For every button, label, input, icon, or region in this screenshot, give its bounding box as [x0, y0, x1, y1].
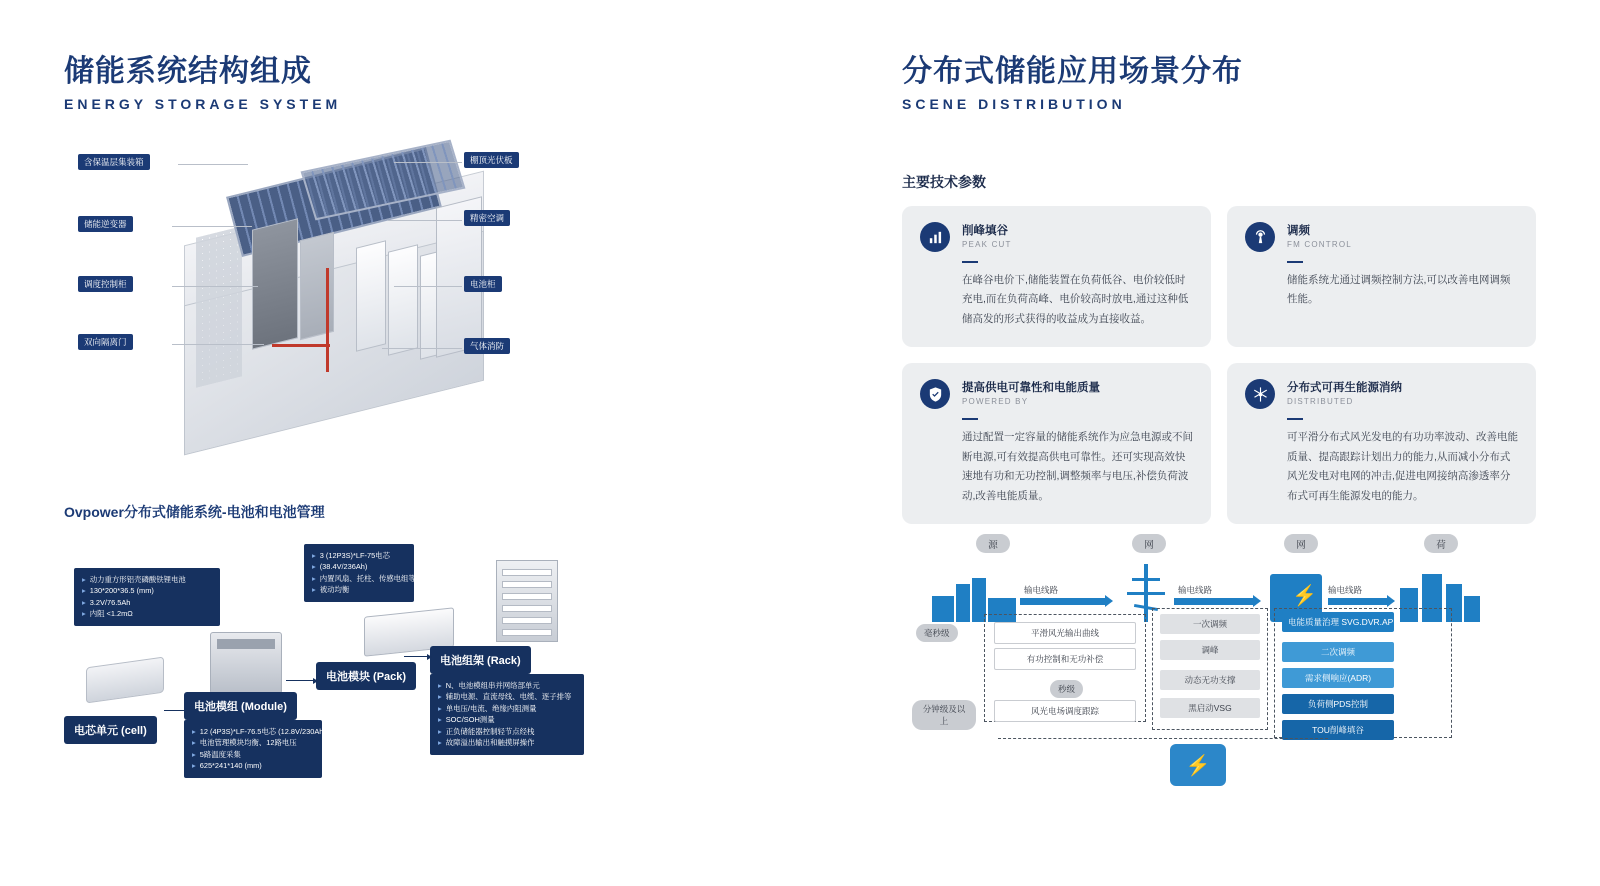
card-peak-cut[interactable]	[902, 206, 1211, 347]
right-title-zh: 分布式储能应用场景分布	[902, 55, 1243, 88]
pack-label: 电池模块 (Pack)	[316, 662, 416, 690]
scene-flow-diagram	[902, 512, 1536, 832]
params-card-grid	[902, 206, 1536, 524]
params-title: 主要技术参数	[902, 174, 986, 190]
card-fm-control[interactable]	[1227, 206, 1536, 347]
node-label-load: 荷	[1424, 534, 1458, 553]
divider	[1287, 261, 1303, 263]
flow-item-dispatch-tracking[interactable]: 风光电场调度跟踪	[994, 700, 1136, 722]
leader-line	[388, 220, 462, 221]
chain-arrow	[404, 656, 428, 657]
leader-line	[394, 162, 462, 163]
leader-line	[382, 348, 462, 349]
divider	[962, 261, 978, 263]
module-spec-box: ▸ 12 (4P3S)*LF-76.5电芯 (12.8V/230Ah) ▸ 电池管理模块均衡、12路电压 ▸ 5路温度采集 ▸ 625*241*140 (mm)	[184, 720, 322, 778]
shield-check-icon	[920, 379, 950, 409]
card-power-reliability[interactable]	[902, 363, 1211, 524]
chain-arrow	[286, 680, 314, 681]
cell-label: 电芯单元 (cell)	[64, 716, 157, 744]
callout-battery-cabinet: 电池柜	[464, 276, 502, 292]
node-label-grid-2: 网	[1284, 534, 1318, 553]
leader-line	[172, 226, 252, 227]
antenna-icon	[1245, 222, 1275, 252]
battery-chain-diagram	[64, 534, 764, 804]
rack-slot	[502, 569, 552, 576]
rack-slot	[502, 593, 552, 600]
node-label-source: 源	[976, 534, 1010, 553]
timescale-ms: 毫秒级	[916, 624, 958, 642]
card-body: 储能系统尤通过调频控制方法,可以改善电网调频性能。	[1287, 274, 1511, 306]
rack-label: 电池组架 (Rack)	[430, 646, 531, 674]
card-title-en: DISTRIBUTED	[1287, 397, 1354, 407]
flow-item-pds-control[interactable]: 负荷侧PDS控制	[1282, 694, 1394, 714]
rack-spec-box: ▸ N、电池模组串并网络部单元 ▸ 辅助电源、直流母线、电缆、逐子排等 ▸ 单电压/电流、绝缘内阻测量 ▸ SOC/SOH测量 ▸ 正负储能器控制轻节点经栈 ▸ 故障溢出输出和触摸屏操作	[430, 674, 584, 755]
rack-slot	[502, 617, 552, 624]
card-title-en: POWERED BY	[962, 397, 1029, 407]
leader-line	[172, 286, 258, 287]
card-distributed-renewable[interactable]	[1227, 363, 1536, 524]
flow-item-primary-fm[interactable]: 一次调频	[1160, 614, 1260, 634]
flow-arrow-1	[1020, 598, 1106, 605]
callout-inverter: 储能逆变器	[78, 216, 133, 232]
rack-slot	[502, 581, 552, 588]
snowflake-icon	[1245, 379, 1275, 409]
timescale-min: 分钟级及以上	[912, 700, 976, 730]
flow-item-smooth-output[interactable]: 平滑风光输出曲线	[994, 622, 1136, 644]
link-label-3: 输电线路	[1328, 585, 1363, 595]
node-label-grid-1: 网	[1132, 534, 1166, 553]
storage-bus-line	[998, 738, 1328, 739]
leader-line	[394, 286, 462, 287]
rack-slot	[502, 629, 552, 636]
link-label-1: 输电线路	[1024, 585, 1059, 595]
callout-gas-fire-suppression: 气体消防	[464, 338, 510, 354]
link-label-2: 输电线路	[1178, 585, 1213, 595]
card-header	[920, 222, 1193, 252]
rack-slot	[502, 605, 552, 612]
bar-chart-icon	[920, 222, 950, 252]
card-header	[1245, 379, 1518, 409]
pack-spec-box: ▸ 3 (12P3S)*LF-75电芯 ▸ (38.4V/236Ah) ▸ 内置风扇、托柱、传感电组等 ▸ 被动均衡	[304, 544, 414, 602]
flow-item-secondary-fm[interactable]: 二次调频	[1282, 642, 1394, 662]
flow-arrow-2	[1174, 598, 1254, 605]
battery-cabinet-1	[356, 240, 386, 351]
inverter-cabinet	[252, 218, 298, 349]
divider	[962, 418, 978, 420]
module-label: 电池模组 (Module)	[184, 692, 297, 720]
card-title-zh: 分布式可再生能源消纳	[1287, 382, 1402, 395]
module-image	[210, 632, 282, 694]
card-body: 可平滑分布式风光发电的有功功率波动、改善电能质量、提高跟踪计划出力的能力,从而减小分布式风光发电对电网的冲击,促进电网接纳高渗透率分布式可再生能源发电的能力。	[1287, 431, 1518, 502]
callout-control-cabinet: 调度控制柜	[78, 276, 133, 292]
energy-storage-illustration	[64, 148, 764, 458]
cell-image	[86, 657, 164, 704]
left-title-zh: 储能系统结构组成	[64, 55, 312, 88]
flow-item-tou: TOU削峰填谷	[1282, 720, 1394, 740]
callout-isolation-door: 双向隔离门	[78, 334, 133, 350]
battery-cabinet-2	[388, 244, 418, 355]
chain-title: Ovpower分布式储能系统-电池和电池管理	[64, 504, 325, 520]
callout-precision-ac: 精密空调	[464, 210, 510, 226]
card-title-en: FM CONTROL	[1287, 240, 1352, 249]
divider	[1287, 418, 1303, 420]
flow-item-peak-shaving[interactable]: 调峰	[1160, 640, 1260, 660]
battery-storage-icon	[1170, 744, 1226, 786]
substation-icon: ⚡	[1270, 568, 1322, 622]
right-section	[902, 46, 1536, 524]
flow-item-active-reactive[interactable]: 有功控制和无功补偿	[994, 648, 1136, 670]
container-mesh-panel	[196, 226, 242, 387]
card-title-en: PEAK CUT	[962, 240, 1012, 249]
card-header	[920, 379, 1193, 409]
cell-spec-box: ▸ 动力重方形铝壳磷酸铁锂电池 ▸ 130*200*36.5 (mm) ▸ 3.2V/76.5Ah ▸ 内阻 <1.2mΩ	[74, 568, 220, 626]
flow-item-demand-response[interactable]: 需求侧响应(ADR)	[1282, 668, 1394, 688]
left-section	[64, 46, 764, 458]
chain-arrow	[164, 710, 186, 711]
fire-pipe-vertical	[326, 268, 329, 372]
fire-pipe-horizontal	[272, 344, 330, 347]
flow-arrow-3	[1328, 598, 1388, 605]
callout-solar-panel: 棚顶光伏板	[464, 152, 519, 168]
card-title-zh: 提高供电可靠性和电能质量	[962, 382, 1100, 395]
card-body: 在峰谷电价下,储能装置在负荷低谷、电价较低时充电,而在负荷高峰、电价较高时放电,通过这种低储高发的形式获得的收益成为直接收益。	[962, 274, 1189, 325]
timescale-s: 秒级	[1050, 680, 1083, 698]
card-title-zh: 削峰填谷	[962, 225, 1008, 237]
rack-image	[496, 560, 558, 642]
card-header	[1245, 222, 1518, 252]
flow-item-power-quality[interactable]: 电能质量治理 SVG.DVR.APF	[1282, 612, 1394, 632]
left-title-en: ENERGY STORAGE SYSTEM	[64, 96, 342, 112]
leader-line	[178, 164, 248, 165]
flow-item-black-start[interactable]: 黑启动VSG	[1160, 698, 1260, 718]
card-title-zh: 调频	[1287, 225, 1310, 237]
right-title-en: SCENE DISTRIBUTION	[902, 96, 1126, 112]
leader-line	[172, 344, 264, 345]
flow-item-dynamic-reactive[interactable]: 动态无功支撑	[1160, 670, 1260, 690]
card-body: 通过配置一定容量的储能系统作为应急电源或不间断电源,可有效提高供电可靠性。还可实现高效快速地有功和无功控制,调整频率与电压,补偿负荷波动,改善电能质量。	[962, 431, 1193, 502]
bolt-icon: ⚡	[1185, 754, 1211, 777]
callout-container: 含保温层集装箱	[78, 154, 150, 170]
